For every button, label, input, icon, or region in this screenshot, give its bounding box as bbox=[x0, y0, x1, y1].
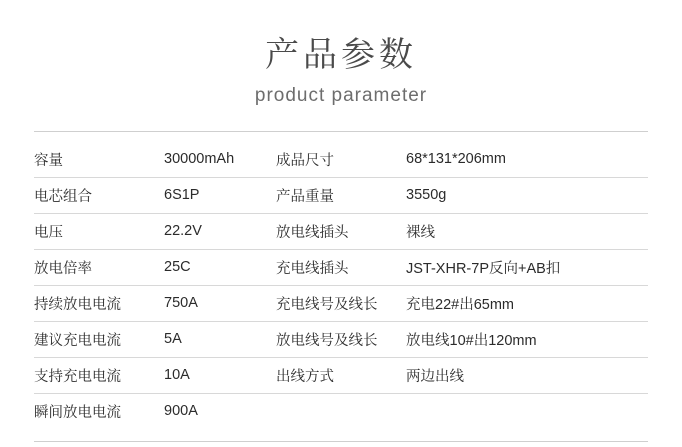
spec-label: 出线方式 bbox=[276, 357, 406, 393]
spec-value: 10A bbox=[164, 357, 276, 393]
table-row bbox=[34, 357, 648, 393]
spec-value: 6S1P bbox=[164, 177, 276, 213]
spec-table-container bbox=[34, 131, 648, 442]
spec-value: 750A bbox=[164, 285, 276, 321]
spec-label: 充电线号及线长 bbox=[276, 285, 406, 321]
spec-label: 放电线插头 bbox=[276, 213, 406, 249]
spec-value: 充电22#出65mm bbox=[406, 285, 648, 321]
spec-label: 放电倍率 bbox=[34, 249, 164, 285]
spec-label: 瞬间放电电流 bbox=[34, 404, 121, 421]
spec-value: 5A bbox=[164, 321, 276, 357]
table-row bbox=[34, 285, 648, 321]
spec-label: 成品尺寸 bbox=[276, 142, 406, 178]
spec-value-empty bbox=[406, 393, 648, 429]
spec-label-empty bbox=[276, 393, 406, 429]
spec-label: 容量 bbox=[34, 142, 164, 178]
table-row bbox=[34, 142, 648, 178]
table-row bbox=[34, 177, 648, 213]
spec-value: JST-XHR-7P反向+AB扣 bbox=[406, 249, 648, 285]
spec-table bbox=[34, 142, 648, 429]
spec-value: 900A bbox=[164, 403, 198, 419]
spec-table-body bbox=[34, 142, 648, 429]
spec-value: 68*131*206mm bbox=[406, 142, 648, 178]
page-header bbox=[0, 0, 682, 107]
spec-value: 3550g bbox=[406, 177, 648, 213]
table-row bbox=[34, 393, 648, 429]
spec-label: 电压 bbox=[34, 213, 164, 249]
spec-value: 30000mAh bbox=[164, 142, 276, 178]
spec-label: 建议充电电流 bbox=[34, 321, 164, 357]
spec-label: 电芯组合 bbox=[34, 177, 164, 213]
table-row bbox=[34, 213, 648, 249]
spec-value: 放电线10#出120mm bbox=[406, 321, 648, 357]
spec-value: 两边出线 bbox=[406, 357, 648, 393]
page-title: 产品参数 bbox=[265, 36, 417, 74]
spec-label: 产品重量 bbox=[276, 177, 406, 213]
spec-label: 充电线插头 bbox=[276, 249, 406, 285]
spec-label: 放电线号及线长 bbox=[276, 321, 406, 357]
page-subtitle: product parameter bbox=[254, 84, 428, 106]
spec-label: 持续放电电流 bbox=[34, 285, 164, 321]
table-row bbox=[34, 249, 648, 285]
spec-value: 25C bbox=[164, 249, 276, 285]
spec-label: 支持充电电流 bbox=[34, 357, 164, 393]
table-row bbox=[34, 321, 648, 357]
spec-value: 22.2V bbox=[164, 213, 276, 249]
spec-value: 裸线 bbox=[406, 213, 648, 249]
